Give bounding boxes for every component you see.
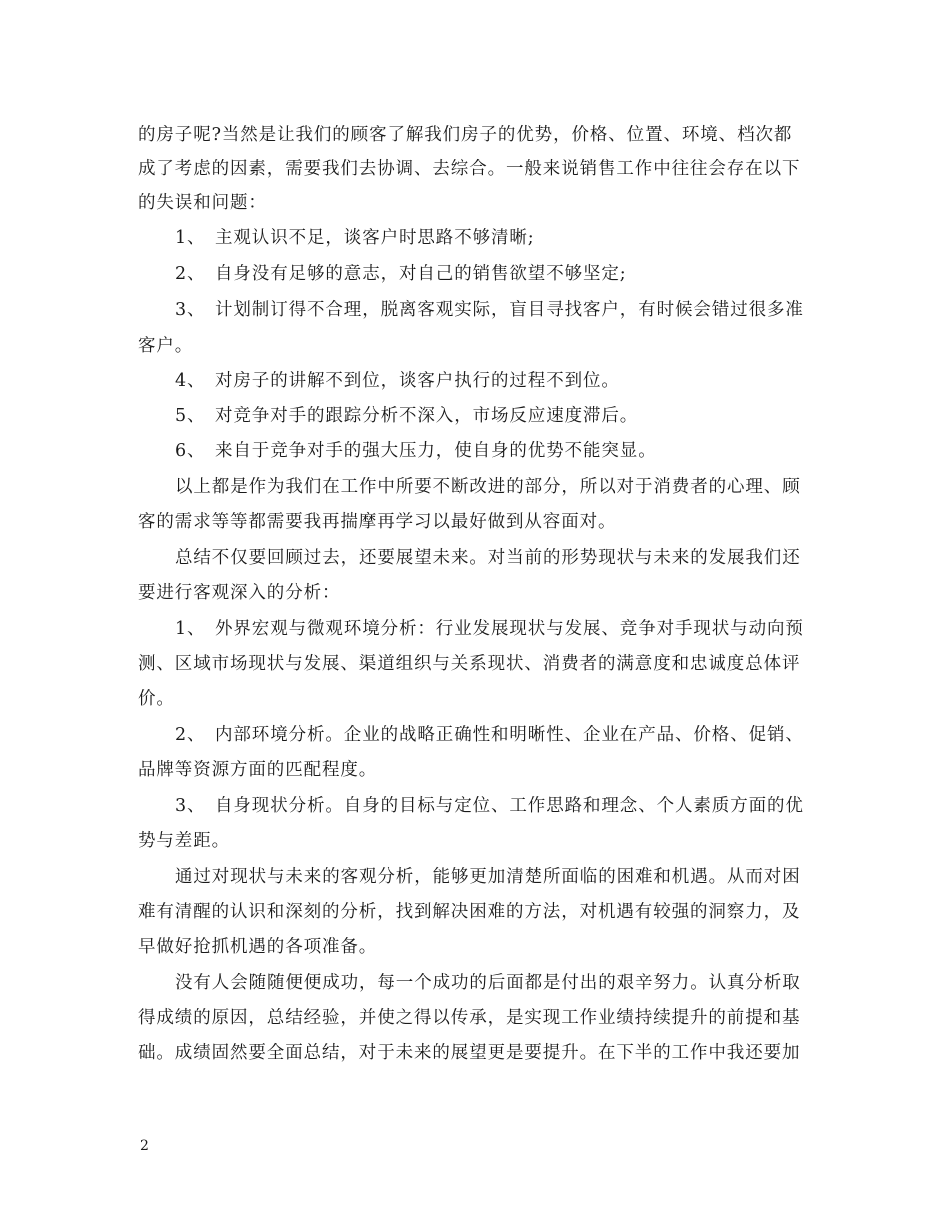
list-text: 对竞争对手的跟踪分析不深入，市场反应速度滞后。 [215,406,639,426]
text-line: 测、区域市场现状与发展、渠道组织与关系现状、消费者的满意度和忠诚度总体评 [138,654,801,674]
list-number: 2、 [175,725,206,745]
text-line: 品牌等资源方面的匹配程度。 [138,760,378,780]
list-text: 自身没有足够的意志，对自己的销售欲望不够坚定; [215,264,627,284]
text-line: 客的需求等等都需要我再揣摩再学习以最好做到从容面对。 [138,512,617,532]
text-line: 的失误和问题： [138,193,267,213]
list-item [175,298,804,322]
text-line: 的房子呢?当然是让我们的顾客了解我们房子的优势，价格、位置、环境、档次都 [138,125,793,145]
text-line: 难有清醒的认识和深刻的分析，找到解决困难的方法，对机遇有较强的洞察力，及 [138,902,801,922]
list-text: 自身现状分析。自身的目标与定位、工作思路和理念、个人素质方面的优 [215,796,804,816]
list-item [175,617,804,641]
text-line: 没有人会随随便便成功，每一个成功的后面都是付出的艰辛努力。认真分析取 [175,973,801,993]
list-text: 计划制订得不合理，脱离客观实际，盲目寻找客户，有时候会错过很多准 [215,300,804,320]
list-number: 6、 [175,441,206,461]
text-line: 础。成绩固然要全面总结，对于未来的展望更是要提升。在下半的工作中我还要加 [138,1043,801,1063]
text-line: 客户。 [138,336,194,356]
text-line: 早做好抢抓机遇的各项准备。 [138,937,378,957]
list-item [175,723,804,747]
list-item [175,369,620,393]
text-line: 成了考虑的因素，需要我们去协调、去综合。一般来说销售工作中往往会存在以下 [138,159,801,179]
text-line: 通过对现状与未来的客观分析，能够更加清楚所面临的困难和机遇。从而对困 [175,867,801,887]
text-line: 以上都是作为我们在工作中所要不断改进的部分，所以对于消费者的心理、顾 [175,477,801,497]
list-item [175,262,627,286]
text-line: 势与差距。 [138,831,230,851]
list-text: 对房子的讲解不到位，谈客户执行的过程不到位。 [215,371,620,391]
list-number: 1、 [175,619,206,639]
list-item [175,439,657,463]
text-line: 得成绩的原因，总结经验，并使之得以传承，是实现工作业绩持续提升的前提和基 [138,1008,801,1028]
list-number: 5、 [175,406,206,426]
list-item [175,404,638,428]
list-number: 3、 [175,796,206,816]
list-number: 3、 [175,300,206,320]
list-text: 来自于竞争对手的强大压力，使自身的优势不能突显。 [215,441,657,461]
text-line: 价。 [138,689,175,709]
list-item [175,226,535,250]
list-number: 4、 [175,371,206,391]
list-text: 主观认识不足，谈客户时思路不够清晰; [215,228,535,248]
list-item [175,794,804,818]
list-number: 1、 [175,228,206,248]
list-text: 外界宏观与微观环境分析：行业发展现状与发展、竞争对手现状与动向预 [215,619,804,639]
list-text: 内部环境分析。企业的战略正确性和明晰性、企业在产品、价格、促销、 [215,725,804,745]
text-line: 总结不仅要回顾过去，还要展望未来。对当前的形势现状与未来的发展我们还 [175,548,801,568]
text-line: 要进行客观深入的分析： [138,583,341,603]
page-number: 2 [140,1138,149,1154]
list-number: 2、 [175,264,206,284]
